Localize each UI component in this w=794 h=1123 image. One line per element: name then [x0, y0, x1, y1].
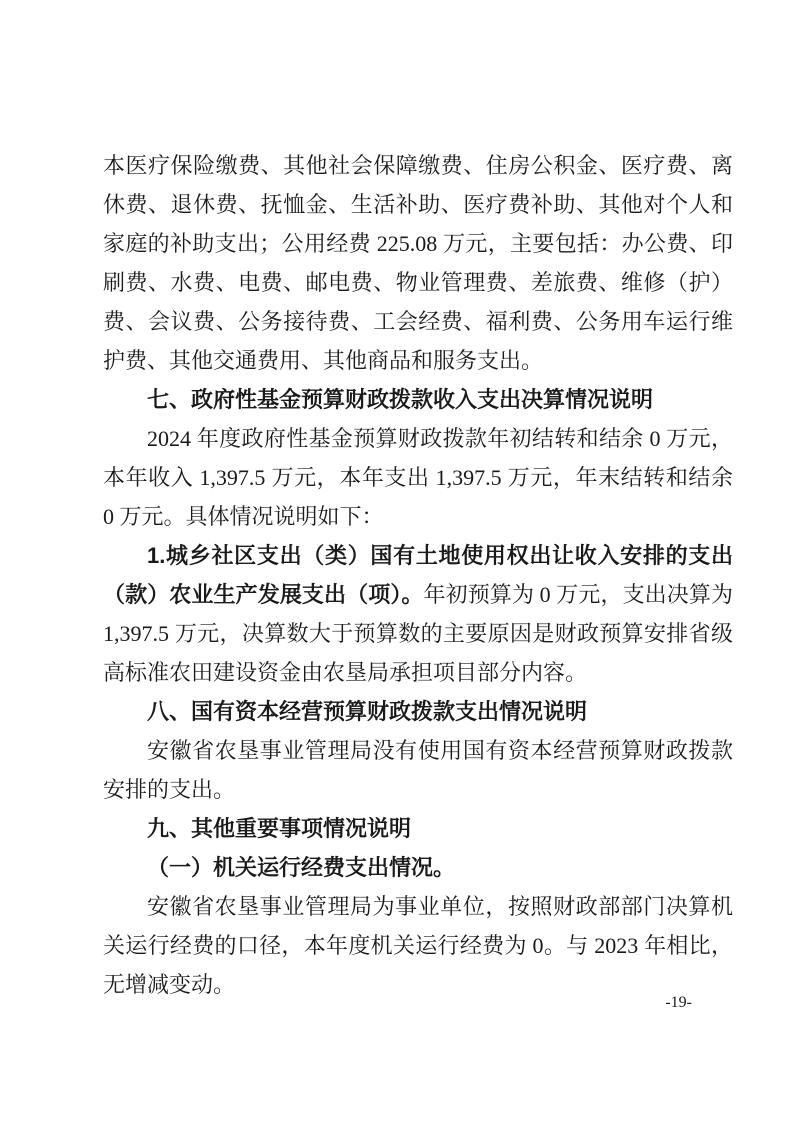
paragraph-fund-item-1-detail: 年初预算为 0 万元，支出决算为 1,397.5 万元，决算数大于预算数的主要原因是财政预算安排省级高标准农田建设资金由农垦局承担项目部分内容。: [103, 582, 733, 685]
paragraph-fund-item-1-lead: 1.城乡社区支出（类）国有土地使用权出让收入安排的支出（款）农业生产发展支出（项）。: [103, 543, 733, 607]
document-body: [103, 146, 733, 1004]
paragraph-expense-continuation: 本医疗保险缴费、其他社会保障缴费、住房公积金、医疗费、离休费、退休费、抚恤金、生活补助、医疗费补助、其他对个人和家庭的补助支出；公用经费 225.08 万元，主要包括：办公费、印刷费、水费、电费、邮电费、物业管理费、差旅费、维修（护）费、会议费、公务接待费、工会经费、福利费、公务用车运行维护费、其他交通费用、其他商品和服务支出。: [103, 153, 733, 373]
paragraph-fund-item-1: [103, 536, 733, 692]
heading-subsection-1-operating-expense: （一）机关运行经费支出情况。: [147, 855, 456, 880]
paragraph-operating-expense-statement: 安徽省农垦事业管理局为事业单位，按照财政部部门决算机关运行经费的口径，本年度机关运行经费为 0。与 2023 年相比，无增减变动。: [103, 894, 733, 997]
paragraph-gov-fund-summary: 2024 年度政府性基金预算财政拨款年初结转和结余 0 万元，本年收入 1,397.5 万元，本年支出 1,397.5 万元，年末结转和结余 0 万元。具体情况说明如下：: [103, 426, 733, 529]
heading-section-8-soe-capital-budget: 八、国有资本经营预算财政拨款支出情况说明: [147, 699, 588, 724]
page-number: -19-: [665, 994, 692, 1011]
heading-section-9-other-matters: 九、其他重要事项情况说明: [147, 816, 412, 841]
paragraph-soe-capital-statement: 安徽省农垦事业管理局没有使用国有资本经营预算财政拨款安排的支出。: [103, 738, 733, 802]
heading-section-7-gov-fund-budget: 七、政府性基金预算财政拨款收入支出决算情况说明: [147, 387, 654, 412]
